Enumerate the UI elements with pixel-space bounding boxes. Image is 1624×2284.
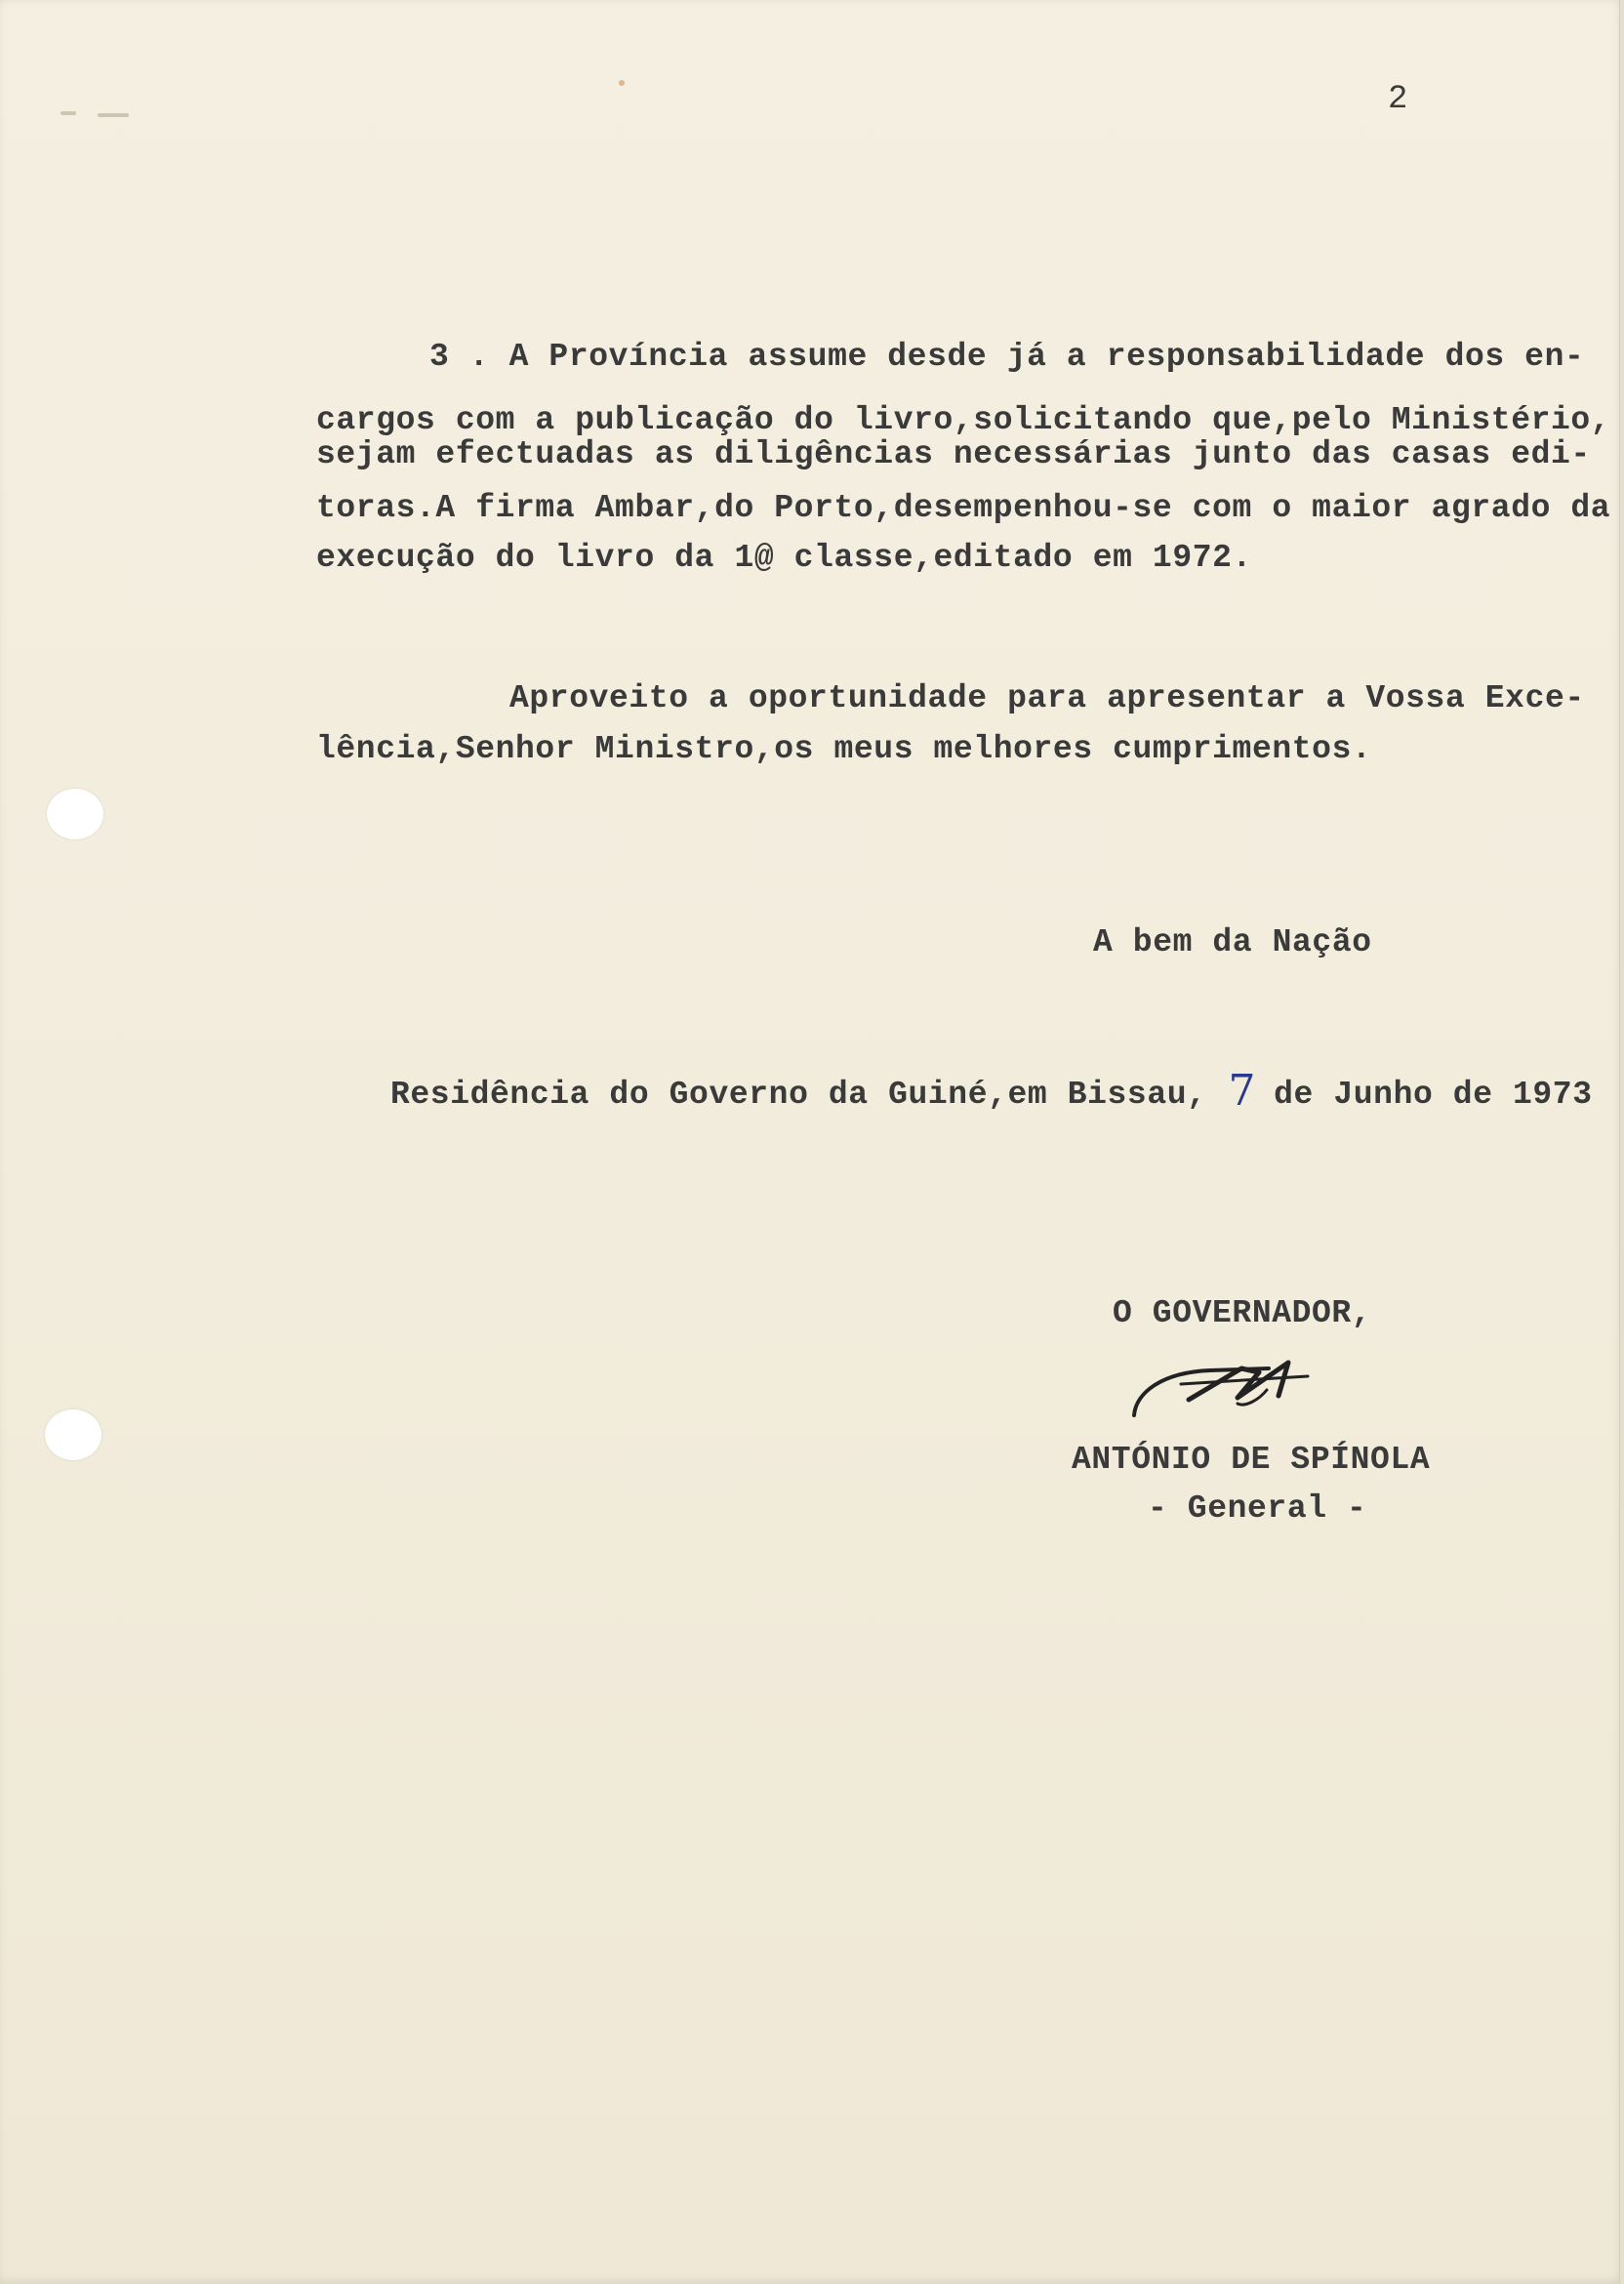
place-date-line xyxy=(390,1066,1593,1116)
paragraph-line: 3 . A Província assume desde já a responsabilidade dos en- xyxy=(429,339,1585,375)
paper-mark xyxy=(98,113,129,117)
handwritten-signature xyxy=(1122,1339,1318,1427)
signature-title: O GOVERNADOR, xyxy=(1113,1295,1372,1331)
closing-line: Aproveito a oportunidade para apresentar a Vossa Exce- xyxy=(509,680,1585,716)
paper-mark xyxy=(61,111,76,115)
paper-mark xyxy=(619,80,625,86)
page-number: 2 xyxy=(1388,81,1409,118)
signature-name: ANTÓNIO DE SPÍNOLA xyxy=(1072,1442,1431,1478)
paragraph-line: sejam efectuadas as diligências necessárias junto das casas edi- xyxy=(316,436,1591,472)
closing-line: lência,Senhor Ministro,os meus melhores cumprimentos. xyxy=(316,731,1372,767)
punch-hole-top xyxy=(47,789,103,839)
page-edge xyxy=(1619,0,1624,2284)
signature-rank: - General - xyxy=(1148,1490,1367,1527)
paragraph-line: toras.A firma Ambar,do Porto,desempenhou-se com o maior agrado da xyxy=(316,490,1611,526)
paragraph-line: execução do livro da 1@ classe,editado em 1972. xyxy=(316,540,1252,576)
paragraph-line: cargos com a publicação do livro,solicitando que,pelo Ministério, xyxy=(316,402,1611,438)
handwritten-day: 7 xyxy=(1228,1066,1257,1116)
place-date-suffix: de Junho de 1973 xyxy=(1274,1077,1593,1113)
salutation: A bem da Nação xyxy=(1093,924,1372,960)
punch-hole-bottom xyxy=(45,1409,102,1460)
place-date-prefix: Residência do Governo da Guiné,em Bissau, xyxy=(390,1077,1207,1113)
